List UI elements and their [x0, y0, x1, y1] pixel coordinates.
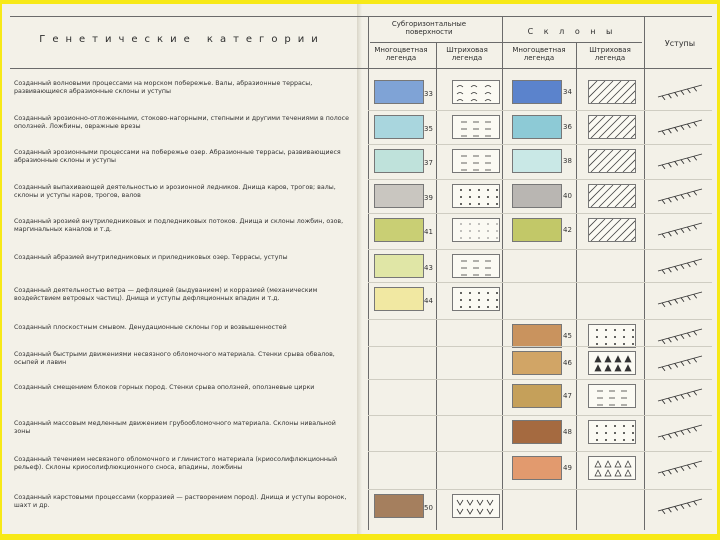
category-description: Созданный карстовыми процессами (корразией — растворением пород). Днища и уступы воронок, шахт и др. [14, 494, 347, 509]
slope-hatch-pattern [589, 219, 635, 241]
scarp-symbol [654, 287, 706, 309]
category-description: Созданный волновыми процессами на морском побережье. Валы, абразионные террасы, развивающиеся абразионные склоны и уступы [14, 80, 313, 95]
slope-hatch-box [588, 351, 636, 375]
surface-color-swatch [374, 184, 424, 208]
surface-hatch-pattern [453, 185, 499, 207]
row-divider [368, 346, 712, 347]
category-description: Созданный абразией внутриледниковых и приледниковых озер. Террасы, уступы [14, 254, 288, 261]
slope-hatch-box [588, 384, 636, 408]
row-divider [368, 319, 712, 320]
slope-color-swatch [512, 115, 562, 139]
scarp-line-icon [654, 324, 706, 346]
scarp-line-icon [654, 287, 706, 309]
slope-color-swatch [512, 384, 562, 408]
category-description: Созданный эрозионно-отложенными, стоково-нагорными, степными и другими течениями в полосе оползней. Ложбины, овражные врезы [14, 115, 349, 130]
slope-legend-number: 46 [563, 359, 572, 367]
slope-hatch-box [588, 456, 636, 480]
scarp-line-icon [654, 351, 706, 373]
slopes-hatch-legend-header: Штриховая легенда [589, 46, 631, 62]
scarp-line-icon [654, 218, 706, 240]
surface-legend-number: 33 [424, 90, 433, 98]
surface-hatch-pattern [453, 219, 499, 241]
surface-color-swatch [374, 115, 424, 139]
surface-hatch-pattern [453, 150, 499, 172]
row-divider [368, 144, 712, 145]
page-fold [357, 4, 362, 534]
scarp-line-icon [654, 115, 706, 137]
slope-legend-number: 36 [563, 123, 572, 131]
category-description: Созданный эрозионными процессами на побережье озер. Абразионные террасы, развивающиеся абразионные склоны и уступы [14, 149, 341, 164]
row-divider [368, 110, 712, 111]
scarp-symbol [654, 184, 706, 206]
row-divider [368, 451, 712, 452]
slope-color-swatch [512, 184, 562, 208]
surface-hatch-pattern [453, 495, 499, 517]
slope-hatch-pattern [589, 325, 635, 347]
subheader-rule [370, 42, 642, 43]
slope-color-swatch [512, 456, 562, 480]
scarp-symbol [654, 420, 706, 442]
category-description: Созданный деятельностью ветра — дефляцией (выдуванием) и корразией (механическим воздействием ветровых частиц). Днища и уступы дефляционных впадин и т.д. [14, 287, 318, 302]
surface-hatch-pattern [453, 81, 499, 103]
row-divider [368, 379, 712, 380]
scarp-symbol [654, 80, 706, 102]
slope-hatch-box [588, 420, 636, 444]
surface-hatch-box [452, 218, 500, 242]
scarp-line-icon [654, 80, 706, 102]
scarp-line-icon [654, 149, 706, 171]
slope-legend-number: 47 [563, 392, 572, 400]
surfaces-hatch-legend-header: Штриховая легенда [446, 46, 488, 62]
scarp-symbol [654, 149, 706, 171]
row-divider [368, 249, 712, 250]
col-divider-5 [644, 16, 645, 530]
category-description: Созданный быстрыми движениями несвязного обломочного материала. Стенки срыва обвалов, осыпей и лавин [14, 351, 335, 366]
category-description: Созданный массовым медленным движением грубообломочного материала. Склоны нивальной зоны [14, 420, 336, 435]
slopes-colored-legend-header: Многоцветная легенда [512, 46, 566, 62]
surface-hatch-pattern [453, 288, 499, 310]
slope-hatch-pattern [589, 150, 635, 172]
slope-legend-number: 48 [563, 428, 572, 436]
scarp-symbol [654, 494, 706, 516]
surface-hatch-pattern [453, 116, 499, 138]
col-divider-1 [368, 16, 369, 530]
category-description: Созданный выпахивающей деятельностью и эрозионной ледников. Днища каров, трогов; валы, склоны и уступы каров, трогов, валов [14, 184, 336, 199]
surface-hatch-box [452, 494, 500, 518]
legend-sheet [2, 4, 717, 534]
slope-hatch-box [588, 218, 636, 242]
slope-color-swatch [512, 351, 562, 375]
slope-legend-number: 40 [563, 192, 572, 200]
slope-legend-number: 38 [563, 157, 572, 165]
surface-hatch-box [452, 287, 500, 311]
scarp-line-icon [654, 384, 706, 406]
slope-color-swatch [512, 149, 562, 173]
scarps-header: Уступы [664, 39, 696, 48]
slope-legend-number: 34 [563, 88, 572, 96]
table-top-rule [10, 16, 712, 17]
slope-hatch-pattern [589, 352, 635, 374]
category-description: Созданный плоскостным смывом. Денудационные склоны гор и возвышенностей [14, 324, 287, 331]
surface-color-swatch [374, 218, 424, 242]
scarp-symbol [654, 115, 706, 137]
slope-hatch-pattern [589, 81, 635, 103]
scarp-line-icon [654, 420, 706, 442]
slope-hatch-pattern [589, 185, 635, 207]
scarp-line-icon [654, 254, 706, 276]
slope-color-swatch [512, 324, 562, 348]
surfaces-header: Субгоризонтальные поверхности [391, 20, 467, 36]
surface-color-swatch [374, 287, 424, 311]
row-divider [368, 213, 712, 214]
surface-color-swatch [374, 494, 424, 518]
slope-color-swatch [512, 420, 562, 444]
surface-hatch-box [452, 254, 500, 278]
slope-hatch-box [588, 324, 636, 348]
row-divider [368, 415, 712, 416]
category-description: Созданный течением несвязного обломочного и глинистого материала (криосолифлюкционный рельеф). Склоны криосолифлюкционного сноса, впадины, ложбины [14, 456, 338, 471]
category-description: Созданный эрозией внутриледниковых и подледниковых потоков. Днища и склоны ложбин, озов, маргинальных каналов и т.д. [14, 218, 344, 233]
slope-legend-number: 49 [563, 464, 572, 472]
slopes-header: С к л о н ы [527, 27, 617, 36]
col-divider-3 [502, 16, 503, 530]
surface-hatch-box [452, 115, 500, 139]
scarp-symbol [654, 456, 706, 478]
surface-color-swatch [374, 149, 424, 173]
slope-hatch-pattern [589, 385, 635, 407]
genetic-categories-title: Генетические категории [39, 34, 325, 45]
row-divider [368, 489, 712, 490]
surface-color-swatch [374, 80, 424, 104]
slope-hatch-box [588, 115, 636, 139]
surface-legend-number: 41 [424, 228, 433, 236]
scarp-symbol [654, 324, 706, 346]
surface-legend-number: 35 [424, 125, 433, 133]
surface-hatch-box [452, 149, 500, 173]
scarp-symbol [654, 254, 706, 276]
slope-hatch-box [588, 149, 636, 173]
slope-color-swatch [512, 80, 562, 104]
header-bottom-rule [10, 68, 712, 69]
surface-legend-number: 37 [424, 159, 433, 167]
scarp-line-icon [654, 184, 706, 206]
slope-legend-number: 45 [563, 332, 572, 340]
surface-legend-number: 44 [424, 297, 433, 305]
slope-hatch-box [588, 80, 636, 104]
row-divider [368, 282, 712, 283]
slope-legend-number: 42 [563, 226, 572, 234]
row-divider [368, 179, 712, 180]
surface-legend-number: 43 [424, 264, 433, 272]
surface-color-swatch [374, 254, 424, 278]
slope-hatch-pattern [589, 457, 635, 479]
surface-hatch-box [452, 184, 500, 208]
slope-color-swatch [512, 218, 562, 242]
scarp-symbol [654, 351, 706, 373]
slope-hatch-pattern [589, 421, 635, 443]
surfaces-colored-legend-header: Многоцветная легенда [374, 46, 428, 62]
scarp-line-icon [654, 494, 706, 516]
col-divider-4 [576, 42, 577, 530]
surface-legend-number: 39 [424, 194, 433, 202]
surface-legend-number: 50 [424, 504, 433, 512]
slope-hatch-box [588, 184, 636, 208]
surface-hatch-box [452, 80, 500, 104]
category-description: Созданный смещением блоков горных пород. Стенки срыва оползней, оползневые цирки [14, 384, 315, 391]
surface-hatch-pattern [453, 255, 499, 277]
scarp-symbol [654, 218, 706, 240]
scarp-line-icon [654, 456, 706, 478]
col-divider-2 [436, 42, 437, 530]
slope-hatch-pattern [589, 116, 635, 138]
scarp-symbol [654, 384, 706, 406]
